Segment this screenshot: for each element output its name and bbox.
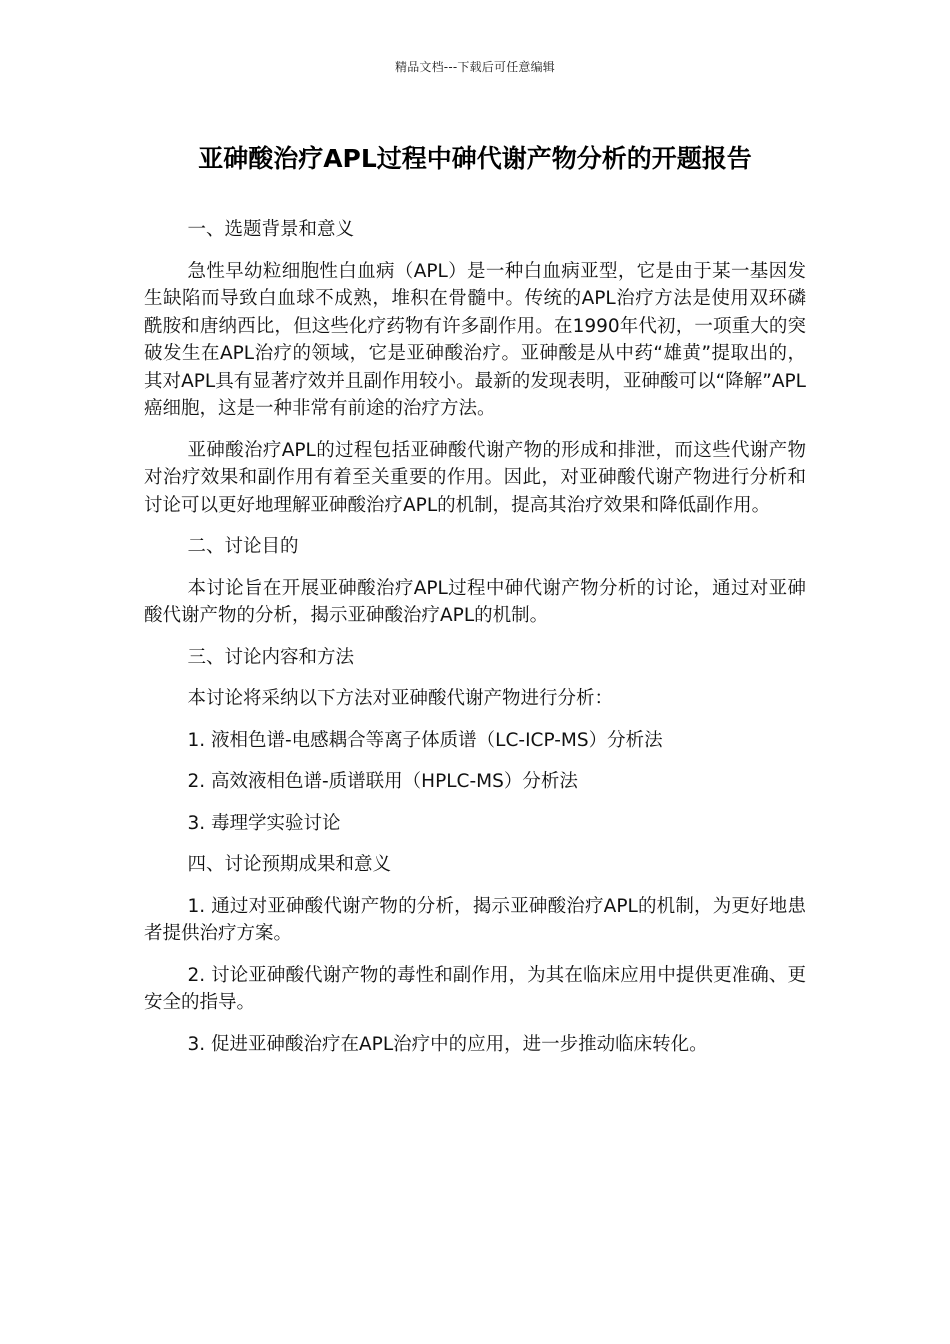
list-item-outcome-1: 1. 通过对亚砷酸代谢产物的分析，揭示亚砷酸治疗APL的机制，为更好地患者提供治疗方案。: [144, 895, 806, 944]
list-item-method-3: 3. 毒理学实验讨论: [187, 812, 341, 834]
document-title: 亚砷酸治疗APL过程中砷代谢产物分析的开题报告: [198, 144, 752, 173]
section-heading-methods: 三、讨论内容和方法: [187, 646, 354, 668]
document-body: [144, 216, 806, 1072]
list-item-method-1: 1. 液相色谱-电感耦合等离子体质谱（LC-ICP-MS）分析法: [187, 729, 663, 751]
header-note: 精品文档---下载后可任意编辑: [395, 60, 555, 74]
section-heading-background: 一、选题背景和意义: [187, 219, 354, 240]
list-item-outcome-2: 2. 讨论亚砷酸代谢产物的毒性和副作用，为其在临床应用中提供更准确、更安全的指导。: [144, 964, 806, 1013]
paragraph-background-1: 急性早幼粒细胞性白血病（APL）是一种白血病亚型，它是由于某一基因发生缺陷而导致白血球不成熟，堆积在骨髓中。传统的APL治疗方法是使用双环磷酰胺和唐纳西比，但这些化疗药物有许多副作用。在1990年代初，一项重大的突破发生在APL治疗的领域，它是亚砷酸治疗。亚砷酸是从中药“雄黄”提取出的，其对APL具有显著疗效并且副作用较小。最新的发现表明，亚砷酸可以“降解”APL癌细胞，这是一种非常有前途的治疗方法。: [144, 260, 806, 419]
paragraph-methods-intro: 本讨论将采纳以下方法对亚砷酸代谢产物进行分析：: [187, 688, 613, 709]
list-item-method-2: 2. 高效液相色谱-质谱联用（HPLC-MS）分析法: [187, 771, 578, 792]
section-heading-outcomes: 四、讨论预期成果和意义: [187, 854, 391, 875]
list-item-outcome-3: 3. 促进亚砷酸治疗在APL治疗中的应用，进一步推动临床转化。: [187, 1033, 708, 1055]
paragraph-purpose: 本讨论旨在开展亚砷酸治疗APL过程中砷代谢产物分析的讨论，通过对亚砷酸代谢产物的分析，揭示亚砷酸治疗APL的机制。: [144, 577, 806, 626]
section-heading-purpose: 二、讨论目的: [187, 536, 299, 557]
paragraph-background-2: 亚砷酸治疗APL的过程包括亚砷酸代谢产物的形成和排泄，而这些代谢产物对治疗效果和副作用有着至关重要的作用。因此，对亚砷酸代谢产物进行分析和讨论可以更好地理解亚砷酸治疗APL的机制，提高其治疗效果和降低副作用。: [144, 439, 806, 516]
